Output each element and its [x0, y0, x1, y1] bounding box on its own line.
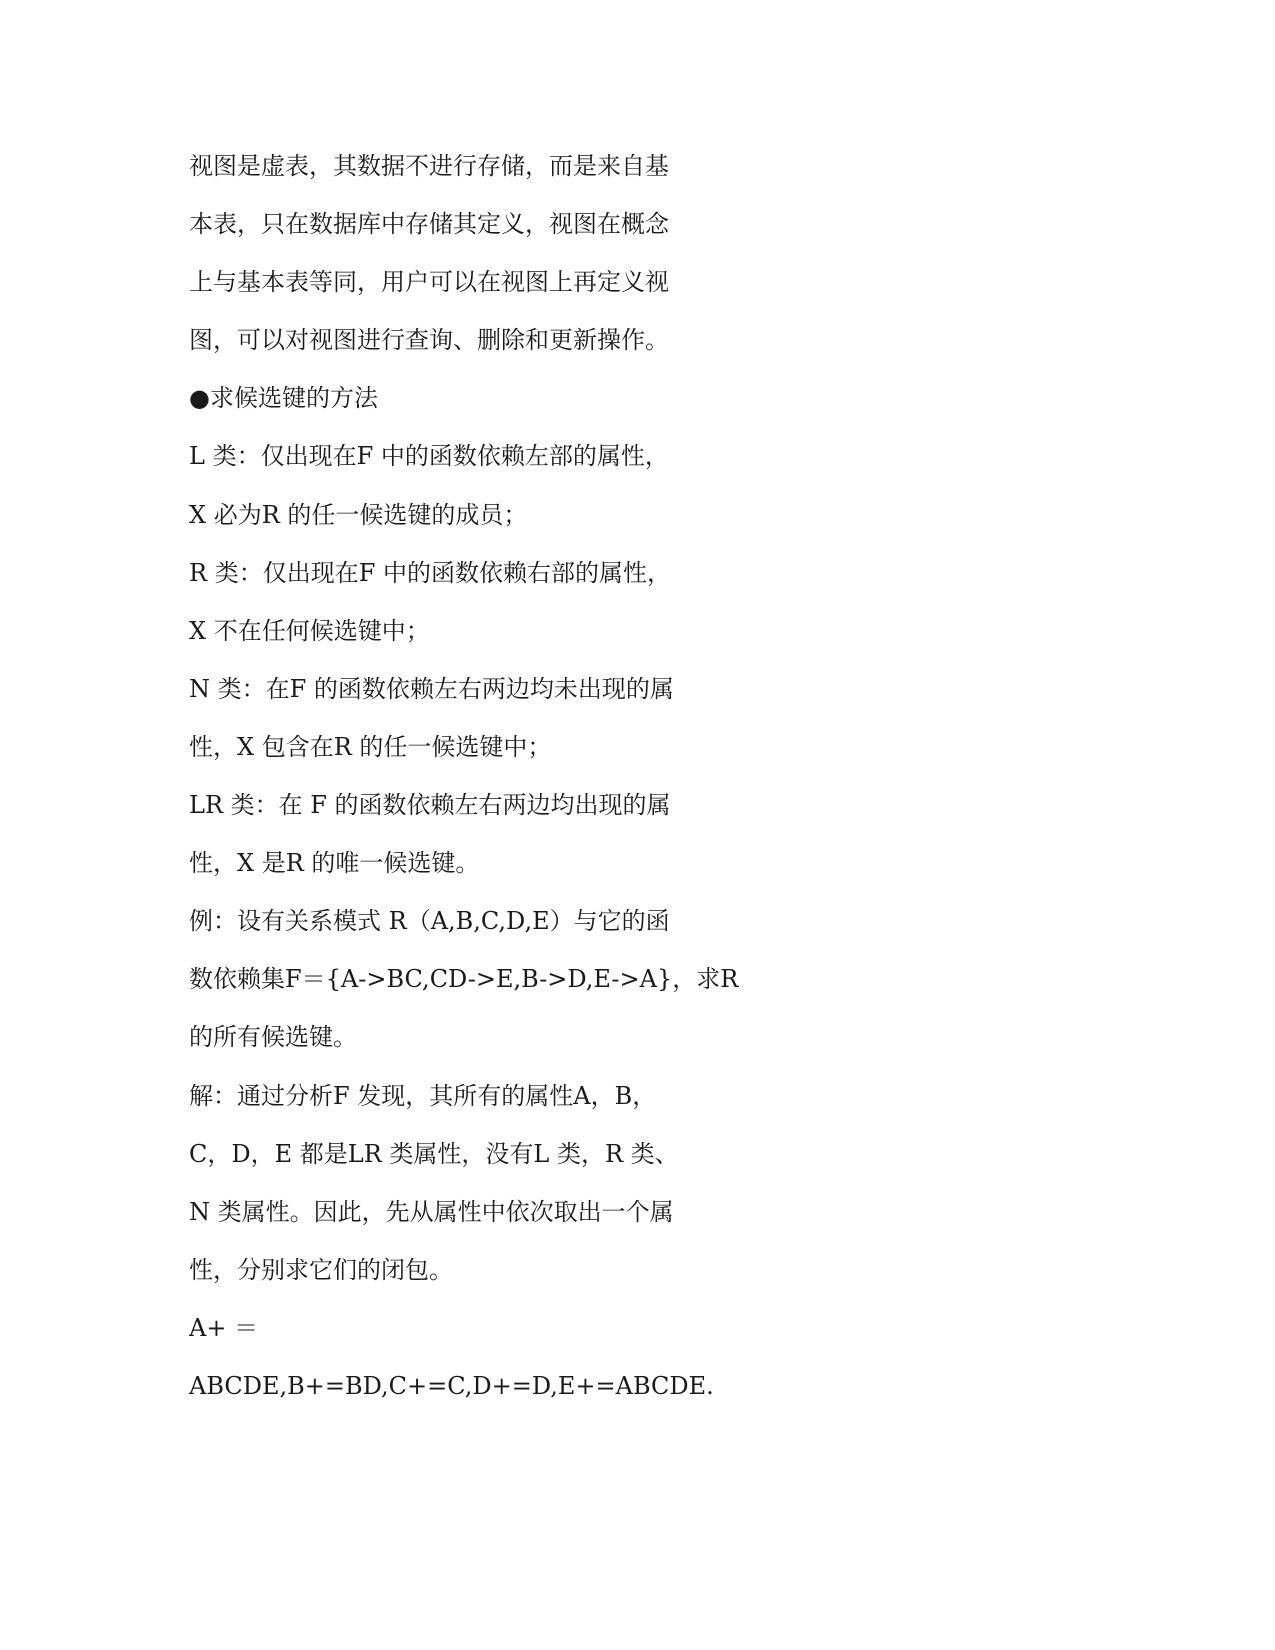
- text-line: ABCDE,B+=BD,C+=C,D+=D,E+=ABCDE.: [189, 1371, 714, 1400]
- text-line: 性，分别求它们的闭包。: [189, 1255, 453, 1284]
- text-line: R 类：仅出现在F 中的函数依赖右部的属性，: [189, 558, 671, 587]
- text-line: 的所有候选键。: [189, 1023, 357, 1052]
- text-line: 本表，只在数据库中存储其定义，视图在概念: [189, 210, 669, 239]
- text-line: LR 类：在 F 的函数依赖左右两边均出现的属: [189, 791, 671, 820]
- text-line: 性，X 包含在R 的任一候选键中；: [189, 732, 552, 761]
- text-line: 图，可以对视图进行查询、删除和更新操作。: [189, 326, 669, 355]
- text-line: 数依赖集F＝{A->BC,CD->E,B->D,E->A}，求R: [189, 965, 739, 994]
- text-line: N 类：在F 的函数依赖左右两边均未出现的属: [189, 674, 674, 703]
- text-line: 上与基本表等同，用户可以在视图上再定义视: [189, 268, 669, 297]
- text-line: A+ ＝: [189, 1313, 259, 1342]
- text-line: X 必为R 的任一候选键的成员；: [189, 500, 528, 529]
- text-line: X 不在任何候选键中；: [189, 616, 430, 645]
- text-line: L 类：仅出现在F 中的函数依赖左部的属性，: [189, 442, 669, 471]
- body-text: [189, 137, 739, 1415]
- text-line: 性，X 是R 的唯一候选键。: [189, 849, 480, 878]
- text-line: 例：设有关系模式 R（A,B,C,D,E）与它的函: [189, 907, 670, 936]
- text-line: 视图是虚表，其数据不进行存储，而是来自基: [189, 152, 669, 180]
- section-heading: ●求候选键的方法: [189, 384, 378, 413]
- text-line: N 类属性。因此，先从属性中依次取出一个属: [189, 1197, 674, 1226]
- text-line: C，D，E 都是LR 类属性，没有L 类，R 类、: [189, 1139, 679, 1168]
- text-line: 解：通过分析F 发现，其所有的属性A，B，: [189, 1081, 657, 1110]
